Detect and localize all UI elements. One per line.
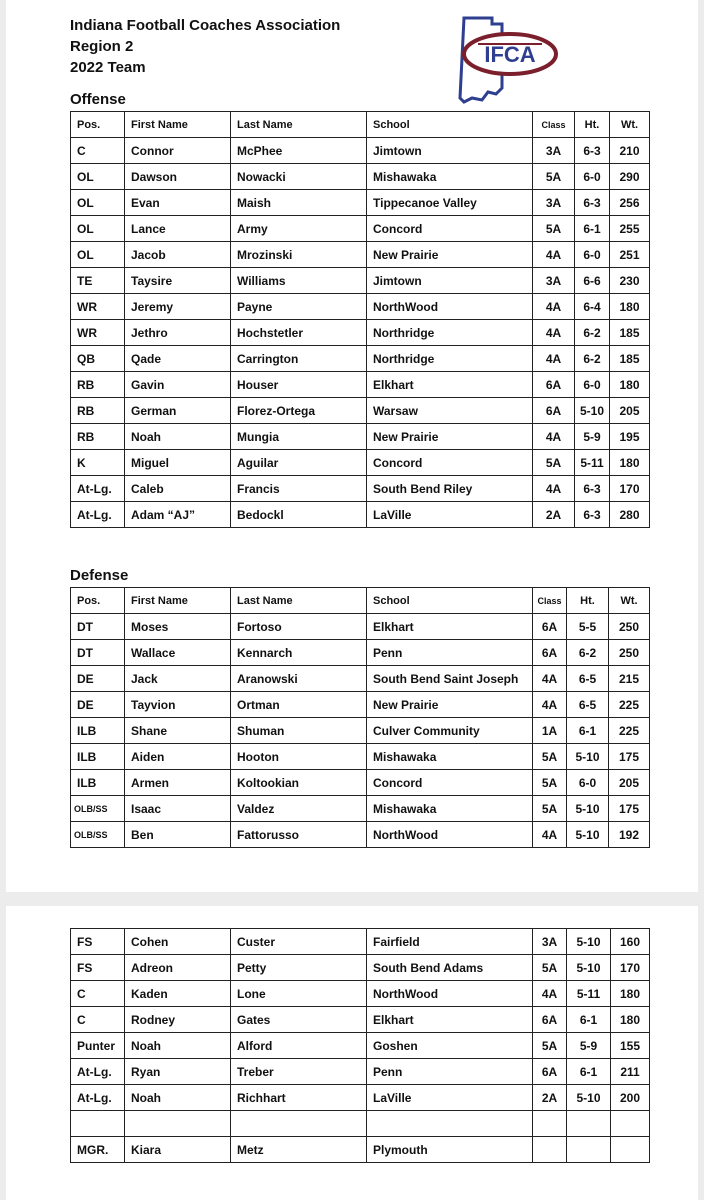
first-name-cell: Jethro (125, 320, 231, 346)
school-cell: South Bend Riley (367, 476, 533, 502)
class-cell: 5A (533, 450, 575, 476)
weight-cell: 180 (610, 450, 650, 476)
table-row (71, 955, 650, 981)
school-cell: Plymouth (367, 1137, 533, 1163)
school-cell: Northridge (367, 346, 533, 372)
school-cell: NorthWood (367, 981, 533, 1007)
first-name-cell: Moses (125, 614, 231, 640)
pos-cell: QB (71, 346, 125, 372)
first-name-cell: Aiden (125, 744, 231, 770)
height-cell: 6-3 (575, 502, 610, 528)
weight-cell: 205 (610, 398, 650, 424)
height-cell: 5-5 (567, 614, 609, 640)
pos-cell: K (71, 450, 125, 476)
height-cell: 6-0 (575, 372, 610, 398)
table-header-row (71, 112, 650, 138)
school-cell: Tippecanoe Valley (367, 190, 533, 216)
pos-cell: RB (71, 424, 125, 450)
class-cell: 4A (533, 822, 567, 848)
class-cell: 6A (533, 1007, 567, 1033)
weight-cell: 211 (611, 1059, 650, 1085)
last-name-cell: Maish (231, 190, 367, 216)
last-name-cell: Shuman (231, 718, 367, 744)
class-cell: 1A (533, 718, 567, 744)
pos-header: Pos. (71, 112, 125, 138)
school-cell: NorthWood (367, 294, 533, 320)
document-header (70, 15, 340, 78)
pos-cell: FS (71, 929, 125, 955)
table-row (71, 424, 650, 450)
defense-table (70, 587, 650, 848)
last-name-cell: Bedockl (231, 502, 367, 528)
class-header: Class (533, 588, 567, 614)
pos-cell: DE (71, 666, 125, 692)
weight-cell: 290 (610, 164, 650, 190)
weight-cell: 180 (610, 294, 650, 320)
school-cell: Penn (367, 640, 533, 666)
height-cell: 5-10 (567, 1085, 611, 1111)
weight-cell (611, 1137, 650, 1163)
height-cell: 6-1 (567, 1059, 611, 1085)
weight-header: Wt. (609, 588, 650, 614)
class-cell: 4A (533, 666, 567, 692)
first-name-cell: Miguel (125, 450, 231, 476)
table-row (71, 190, 650, 216)
table-row (71, 822, 650, 848)
class-cell (533, 1111, 567, 1137)
last-name-cell: Koltookian (231, 770, 367, 796)
weight-cell: 175 (609, 796, 650, 822)
last-name-cell: Mungia (231, 424, 367, 450)
height-cell: 6-2 (575, 346, 610, 372)
pos-cell: Punter (71, 1033, 125, 1059)
weight-cell: 185 (610, 346, 650, 372)
first-name-cell: Lance (125, 216, 231, 242)
school-cell: Mishawaka (367, 796, 533, 822)
pos-cell: OL (71, 216, 125, 242)
table-row (71, 164, 650, 190)
school-cell: Elkhart (367, 372, 533, 398)
document-page-2 (6, 906, 698, 1200)
table-row (71, 692, 650, 718)
pos-cell: DE (71, 692, 125, 718)
height-header: Ht. (567, 588, 609, 614)
height-cell: 5-10 (567, 955, 611, 981)
pos-cell: OL (71, 164, 125, 190)
last-name-cell: Hochstetler (231, 320, 367, 346)
school-cell: Warsaw (367, 398, 533, 424)
last-name-cell: Alford (231, 1033, 367, 1059)
last-name-cell: Metz (231, 1137, 367, 1163)
ifca-logo (450, 14, 560, 106)
document-page-1 (6, 0, 698, 892)
height-cell: 5-10 (575, 398, 610, 424)
class-cell: 5A (533, 955, 567, 981)
class-cell: 6A (533, 640, 567, 666)
pos-cell: ILB (71, 718, 125, 744)
first-name-cell: Adam “AJ” (125, 502, 231, 528)
school-cell: LaVille (367, 502, 533, 528)
height-cell: 6-0 (575, 164, 610, 190)
table-row (71, 981, 650, 1007)
weight-cell: 230 (610, 268, 650, 294)
class-cell: 4A (533, 294, 575, 320)
school-cell: Elkhart (367, 614, 533, 640)
table-row (71, 346, 650, 372)
weight-cell: 225 (609, 692, 650, 718)
school-header: School (367, 112, 533, 138)
first-name-cell: Isaac (125, 796, 231, 822)
region-name: Region 2 (70, 38, 134, 55)
class-cell: 4A (533, 242, 575, 268)
pos-cell: WR (71, 294, 125, 320)
pos-cell: OL (71, 242, 125, 268)
first-name-cell: Gavin (125, 372, 231, 398)
class-cell: 4A (533, 346, 575, 372)
pos-header: Pos. (71, 588, 125, 614)
first-name-cell: Ryan (125, 1059, 231, 1085)
weight-cell: 160 (611, 929, 650, 955)
pos-cell: ILB (71, 744, 125, 770)
school-cell: Fairfield (367, 929, 533, 955)
pos-cell: MGR. (71, 1137, 125, 1163)
weight-cell: 155 (611, 1033, 650, 1059)
weight-cell: 192 (609, 822, 650, 848)
team-year: 2022 Team (70, 59, 146, 76)
table-row (71, 476, 650, 502)
class-cell: 3A (533, 268, 575, 294)
pos-cell: DT (71, 640, 125, 666)
first-name-cell: Kiara (125, 1137, 231, 1163)
weight-cell: 225 (609, 718, 650, 744)
class-cell: 4A (533, 424, 575, 450)
table-row (71, 770, 650, 796)
pos-cell: FS (71, 955, 125, 981)
school-cell: Culver Community (367, 718, 533, 744)
last-name-cell: Army (231, 216, 367, 242)
pos-cell: C (71, 1007, 125, 1033)
last-name-cell: Kennarch (231, 640, 367, 666)
school-cell: New Prairie (367, 424, 533, 450)
class-cell: 6A (533, 372, 575, 398)
class-cell: 2A (533, 502, 575, 528)
pos-cell: At-Lg. (71, 1059, 125, 1085)
height-cell: 6-5 (567, 666, 609, 692)
logo-text: IFCA (484, 42, 536, 67)
school-cell: NorthWood (367, 822, 533, 848)
class-cell: 6A (533, 398, 575, 424)
table-row (71, 372, 650, 398)
first-name-cell: Dawson (125, 164, 231, 190)
last-name-cell: Lone (231, 981, 367, 1007)
school-cell: Concord (367, 770, 533, 796)
weight-cell: 180 (611, 981, 650, 1007)
pos-cell: DT (71, 614, 125, 640)
weight-cell: 210 (610, 138, 650, 164)
height-cell: 6-2 (567, 640, 609, 666)
school-cell: South Bend Adams (367, 955, 533, 981)
pos-cell: At-Lg. (71, 1085, 125, 1111)
height-cell: 6-3 (575, 190, 610, 216)
table-row (71, 1111, 650, 1137)
first-name-cell: Noah (125, 424, 231, 450)
height-cell: 5-10 (567, 929, 611, 955)
school-cell: New Prairie (367, 242, 533, 268)
pos-cell: TE (71, 268, 125, 294)
class-header: Class (533, 112, 575, 138)
first-name-cell: Cohen (125, 929, 231, 955)
weight-cell: 205 (609, 770, 650, 796)
class-cell: 5A (533, 770, 567, 796)
class-cell: 5A (533, 164, 575, 190)
weight-cell: 280 (610, 502, 650, 528)
pos-cell: C (71, 981, 125, 1007)
table-row (71, 614, 650, 640)
weight-cell: 251 (610, 242, 650, 268)
school-cell: Concord (367, 216, 533, 242)
school-cell: South Bend Saint Joseph (367, 666, 533, 692)
school-cell: Northridge (367, 320, 533, 346)
class-cell: 4A (533, 981, 567, 1007)
height-cell: 6-6 (575, 268, 610, 294)
weight-cell: 180 (610, 372, 650, 398)
weight-cell: 250 (609, 614, 650, 640)
school-header: School (367, 588, 533, 614)
first-name-cell: Evan (125, 190, 231, 216)
class-cell: 3A (533, 929, 567, 955)
height-cell (567, 1111, 611, 1137)
weight-cell: 175 (609, 744, 650, 770)
first-name-cell: Taysire (125, 268, 231, 294)
last-name-cell: Fattorusso (231, 822, 367, 848)
school-cell: Elkhart (367, 1007, 533, 1033)
pos-cell: OL (71, 190, 125, 216)
last-name-cell: Aguilar (231, 450, 367, 476)
table-row (71, 294, 650, 320)
class-cell (533, 1137, 567, 1163)
height-cell: 5-11 (575, 450, 610, 476)
offense-table (70, 111, 650, 528)
first-name-cell: Noah (125, 1033, 231, 1059)
height-cell: 6-0 (575, 242, 610, 268)
pos-cell: ILB (71, 770, 125, 796)
last-name-cell: Williams (231, 268, 367, 294)
pos-cell: RB (71, 398, 125, 424)
height-cell: 6-5 (567, 692, 609, 718)
height-cell: 6-1 (567, 718, 609, 744)
pos-cell: WR (71, 320, 125, 346)
weight-cell: 180 (611, 1007, 650, 1033)
first-name-cell: Connor (125, 138, 231, 164)
school-cell: Concord (367, 450, 533, 476)
last-name-cell: Payne (231, 294, 367, 320)
school-cell: LaVille (367, 1085, 533, 1111)
first-name-cell: Caleb (125, 476, 231, 502)
first-name-cell: German (125, 398, 231, 424)
first-name-cell (125, 1111, 231, 1137)
class-cell: 3A (533, 138, 575, 164)
weight-cell: 215 (609, 666, 650, 692)
table-row (71, 398, 650, 424)
last-name-header: Last Name (231, 588, 367, 614)
table-header-row (71, 588, 650, 614)
school-cell: New Prairie (367, 692, 533, 718)
school-cell: Mishawaka (367, 164, 533, 190)
first-name-cell: Jack (125, 666, 231, 692)
table-row (71, 320, 650, 346)
weight-cell: 170 (610, 476, 650, 502)
first-name-cell: Adreon (125, 955, 231, 981)
height-cell: 5-9 (567, 1033, 611, 1059)
table-row (71, 1059, 650, 1085)
table-row (71, 502, 650, 528)
height-cell: 6-0 (567, 770, 609, 796)
first-name-cell: Ben (125, 822, 231, 848)
last-name-cell: Hooton (231, 744, 367, 770)
table-row (71, 718, 650, 744)
pos-cell: OLB/SS (71, 822, 125, 848)
class-cell: 4A (533, 476, 575, 502)
class-cell: 5A (533, 796, 567, 822)
weight-cell: 256 (610, 190, 650, 216)
class-cell: 5A (533, 216, 575, 242)
table-row (71, 929, 650, 955)
table-row (71, 1085, 650, 1111)
height-cell: 6-1 (567, 1007, 611, 1033)
table-row (71, 1007, 650, 1033)
first-name-cell: Noah (125, 1085, 231, 1111)
class-cell: 5A (533, 1033, 567, 1059)
last-name-cell: Fortoso (231, 614, 367, 640)
school-cell: Jimtown (367, 268, 533, 294)
weight-cell: 185 (610, 320, 650, 346)
last-name-cell: Valdez (231, 796, 367, 822)
school-cell: Mishawaka (367, 744, 533, 770)
height-cell: 6-3 (575, 476, 610, 502)
height-cell: 6-1 (575, 216, 610, 242)
height-header: Ht. (575, 112, 610, 138)
first-name-cell: Wallace (125, 640, 231, 666)
first-name-header: First Name (125, 112, 231, 138)
weight-cell (611, 1111, 650, 1137)
table-row (71, 450, 650, 476)
school-cell: Goshen (367, 1033, 533, 1059)
table-row (71, 640, 650, 666)
page2-table (70, 928, 650, 1163)
last-name-cell: Florez-Ortega (231, 398, 367, 424)
last-name-cell: Aranowski (231, 666, 367, 692)
class-cell: 3A (533, 190, 575, 216)
last-name-cell: Francis (231, 476, 367, 502)
last-name-cell: Carrington (231, 346, 367, 372)
class-cell: 6A (533, 1059, 567, 1085)
pos-cell: At-Lg. (71, 502, 125, 528)
table-row (71, 744, 650, 770)
first-name-header: First Name (125, 588, 231, 614)
height-cell: 5-10 (567, 796, 609, 822)
height-cell: 6-3 (575, 138, 610, 164)
height-cell: 6-4 (575, 294, 610, 320)
weight-cell: 170 (611, 955, 650, 981)
height-cell: 5-10 (567, 822, 609, 848)
class-cell: 6A (533, 614, 567, 640)
weight-cell: 195 (610, 424, 650, 450)
first-name-cell: Tayvion (125, 692, 231, 718)
class-cell: 2A (533, 1085, 567, 1111)
table-row (71, 1137, 650, 1163)
school-cell (367, 1111, 533, 1137)
school-cell: Jimtown (367, 138, 533, 164)
table-row (71, 796, 650, 822)
pos-cell: OLB/SS (71, 796, 125, 822)
last-name-cell: Richhart (231, 1085, 367, 1111)
height-cell: 5-11 (567, 981, 611, 1007)
height-cell: 5-9 (575, 424, 610, 450)
table-row (71, 1033, 650, 1059)
first-name-cell: Kaden (125, 981, 231, 1007)
pos-cell: RB (71, 372, 125, 398)
weight-cell: 200 (611, 1085, 650, 1111)
pos-cell: C (71, 138, 125, 164)
first-name-cell: Armen (125, 770, 231, 796)
class-cell: 4A (533, 692, 567, 718)
table-row (71, 268, 650, 294)
first-name-cell: Rodney (125, 1007, 231, 1033)
defense-title: Defense (70, 567, 129, 584)
last-name-cell (231, 1111, 367, 1137)
pos-cell (71, 1111, 125, 1137)
last-name-cell: Ortman (231, 692, 367, 718)
weight-header: Wt. (610, 112, 650, 138)
last-name-cell: McPhee (231, 138, 367, 164)
first-name-cell: Jacob (125, 242, 231, 268)
first-name-cell: Shane (125, 718, 231, 744)
class-cell: 4A (533, 320, 575, 346)
table-row (71, 216, 650, 242)
last-name-cell: Custer (231, 929, 367, 955)
last-name-cell: Mrozinski (231, 242, 367, 268)
first-name-cell: Qade (125, 346, 231, 372)
height-cell: 6-2 (575, 320, 610, 346)
school-cell: Penn (367, 1059, 533, 1085)
pos-cell: At-Lg. (71, 476, 125, 502)
last-name-cell: Houser (231, 372, 367, 398)
last-name-cell: Nowacki (231, 164, 367, 190)
last-name-cell: Treber (231, 1059, 367, 1085)
class-cell: 5A (533, 744, 567, 770)
association-name: Indiana Football Coaches Association (70, 17, 341, 34)
table-row (71, 666, 650, 692)
first-name-cell: Jeremy (125, 294, 231, 320)
offense-title: Offense (70, 91, 126, 108)
table-row (71, 242, 650, 268)
height-cell: 5-10 (567, 744, 609, 770)
last-name-header: Last Name (231, 112, 367, 138)
last-name-cell: Gates (231, 1007, 367, 1033)
weight-cell: 250 (609, 640, 650, 666)
height-cell (567, 1137, 611, 1163)
table-row (71, 138, 650, 164)
weight-cell: 255 (610, 216, 650, 242)
last-name-cell: Petty (231, 955, 367, 981)
